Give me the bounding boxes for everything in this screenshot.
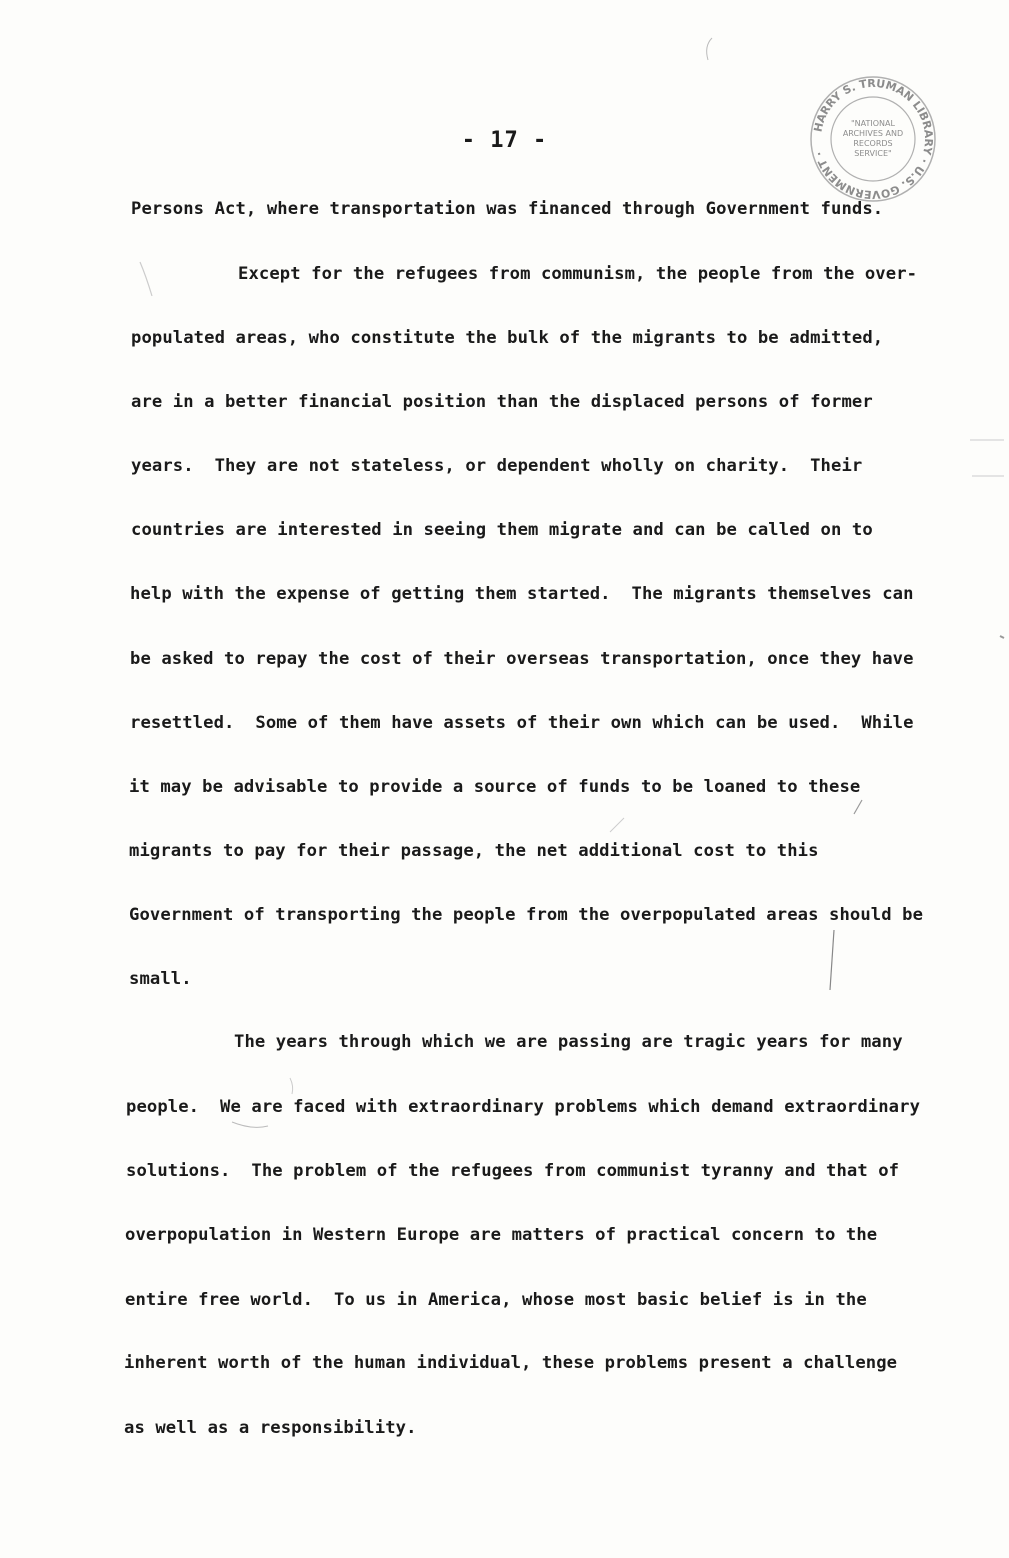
text-line: Government of transporting the people from the overpopulated areas should be	[129, 905, 924, 925]
library-stamp	[808, 74, 938, 204]
text-line: people. We are faced with extraordinary problems which demand extraordinary	[126, 1097, 921, 1117]
text-line: small.	[129, 969, 192, 989]
text-line: are in a better financial position than the displaced persons of former	[131, 392, 873, 412]
text-line: it may be advisable to provide a source of funds to be loaned to these	[129, 777, 861, 797]
text-line: migrants to pay for their passage, the net additional cost to this	[129, 841, 819, 861]
stamp-inner-line-2: ARCHIVES AND	[842, 129, 904, 138]
stamp-outer-text: HARRY S. TRUMAN LIBRARY · U.S. GOVERNMENT ·	[811, 76, 936, 202]
text-line: populated areas, who constitute the bulk of the migrants to be admitted,	[131, 328, 884, 348]
stamp-inner-line-4: SERVICE"	[854, 149, 892, 158]
stamp-inner-line-1: "NATIONAL	[851, 119, 895, 128]
text-line: as well as a responsibility.	[124, 1418, 417, 1438]
page-number: - 17 -	[461, 128, 548, 153]
text-line: be asked to repay the cost of their overseas transportation, once they have	[130, 649, 914, 669]
text-line: resettled. Some of them have assets of their own which can be used. While	[130, 713, 914, 733]
text-line: inherent worth of the human individual, these problems present a challenge	[124, 1353, 898, 1373]
text-line: overpopulation in Western Europe are matters of practical concern to the	[125, 1225, 878, 1245]
text-line: The years through which we are passing are tragic years for many	[234, 1032, 903, 1052]
text-line: entire free world. To us in America, whose most basic belief is in the	[125, 1290, 867, 1310]
text-line: countries are interested in seeing them migrate and can be called on to	[131, 520, 873, 540]
stamp-inner-line-3: RECORDS	[853, 139, 893, 148]
text-line: solutions. The problem of the refugees from communist tyranny and that of	[126, 1161, 900, 1181]
text-line: Except for the refugees from communism, the people from the over-	[238, 264, 918, 284]
text-line: help with the expense of getting them started. The migrants themselves can	[130, 584, 914, 604]
text-line: years. They are not stateless, or dependent wholly on charity. Their	[131, 456, 863, 476]
text-line: Persons Act, where transportation was financed through Government funds.	[131, 199, 884, 219]
